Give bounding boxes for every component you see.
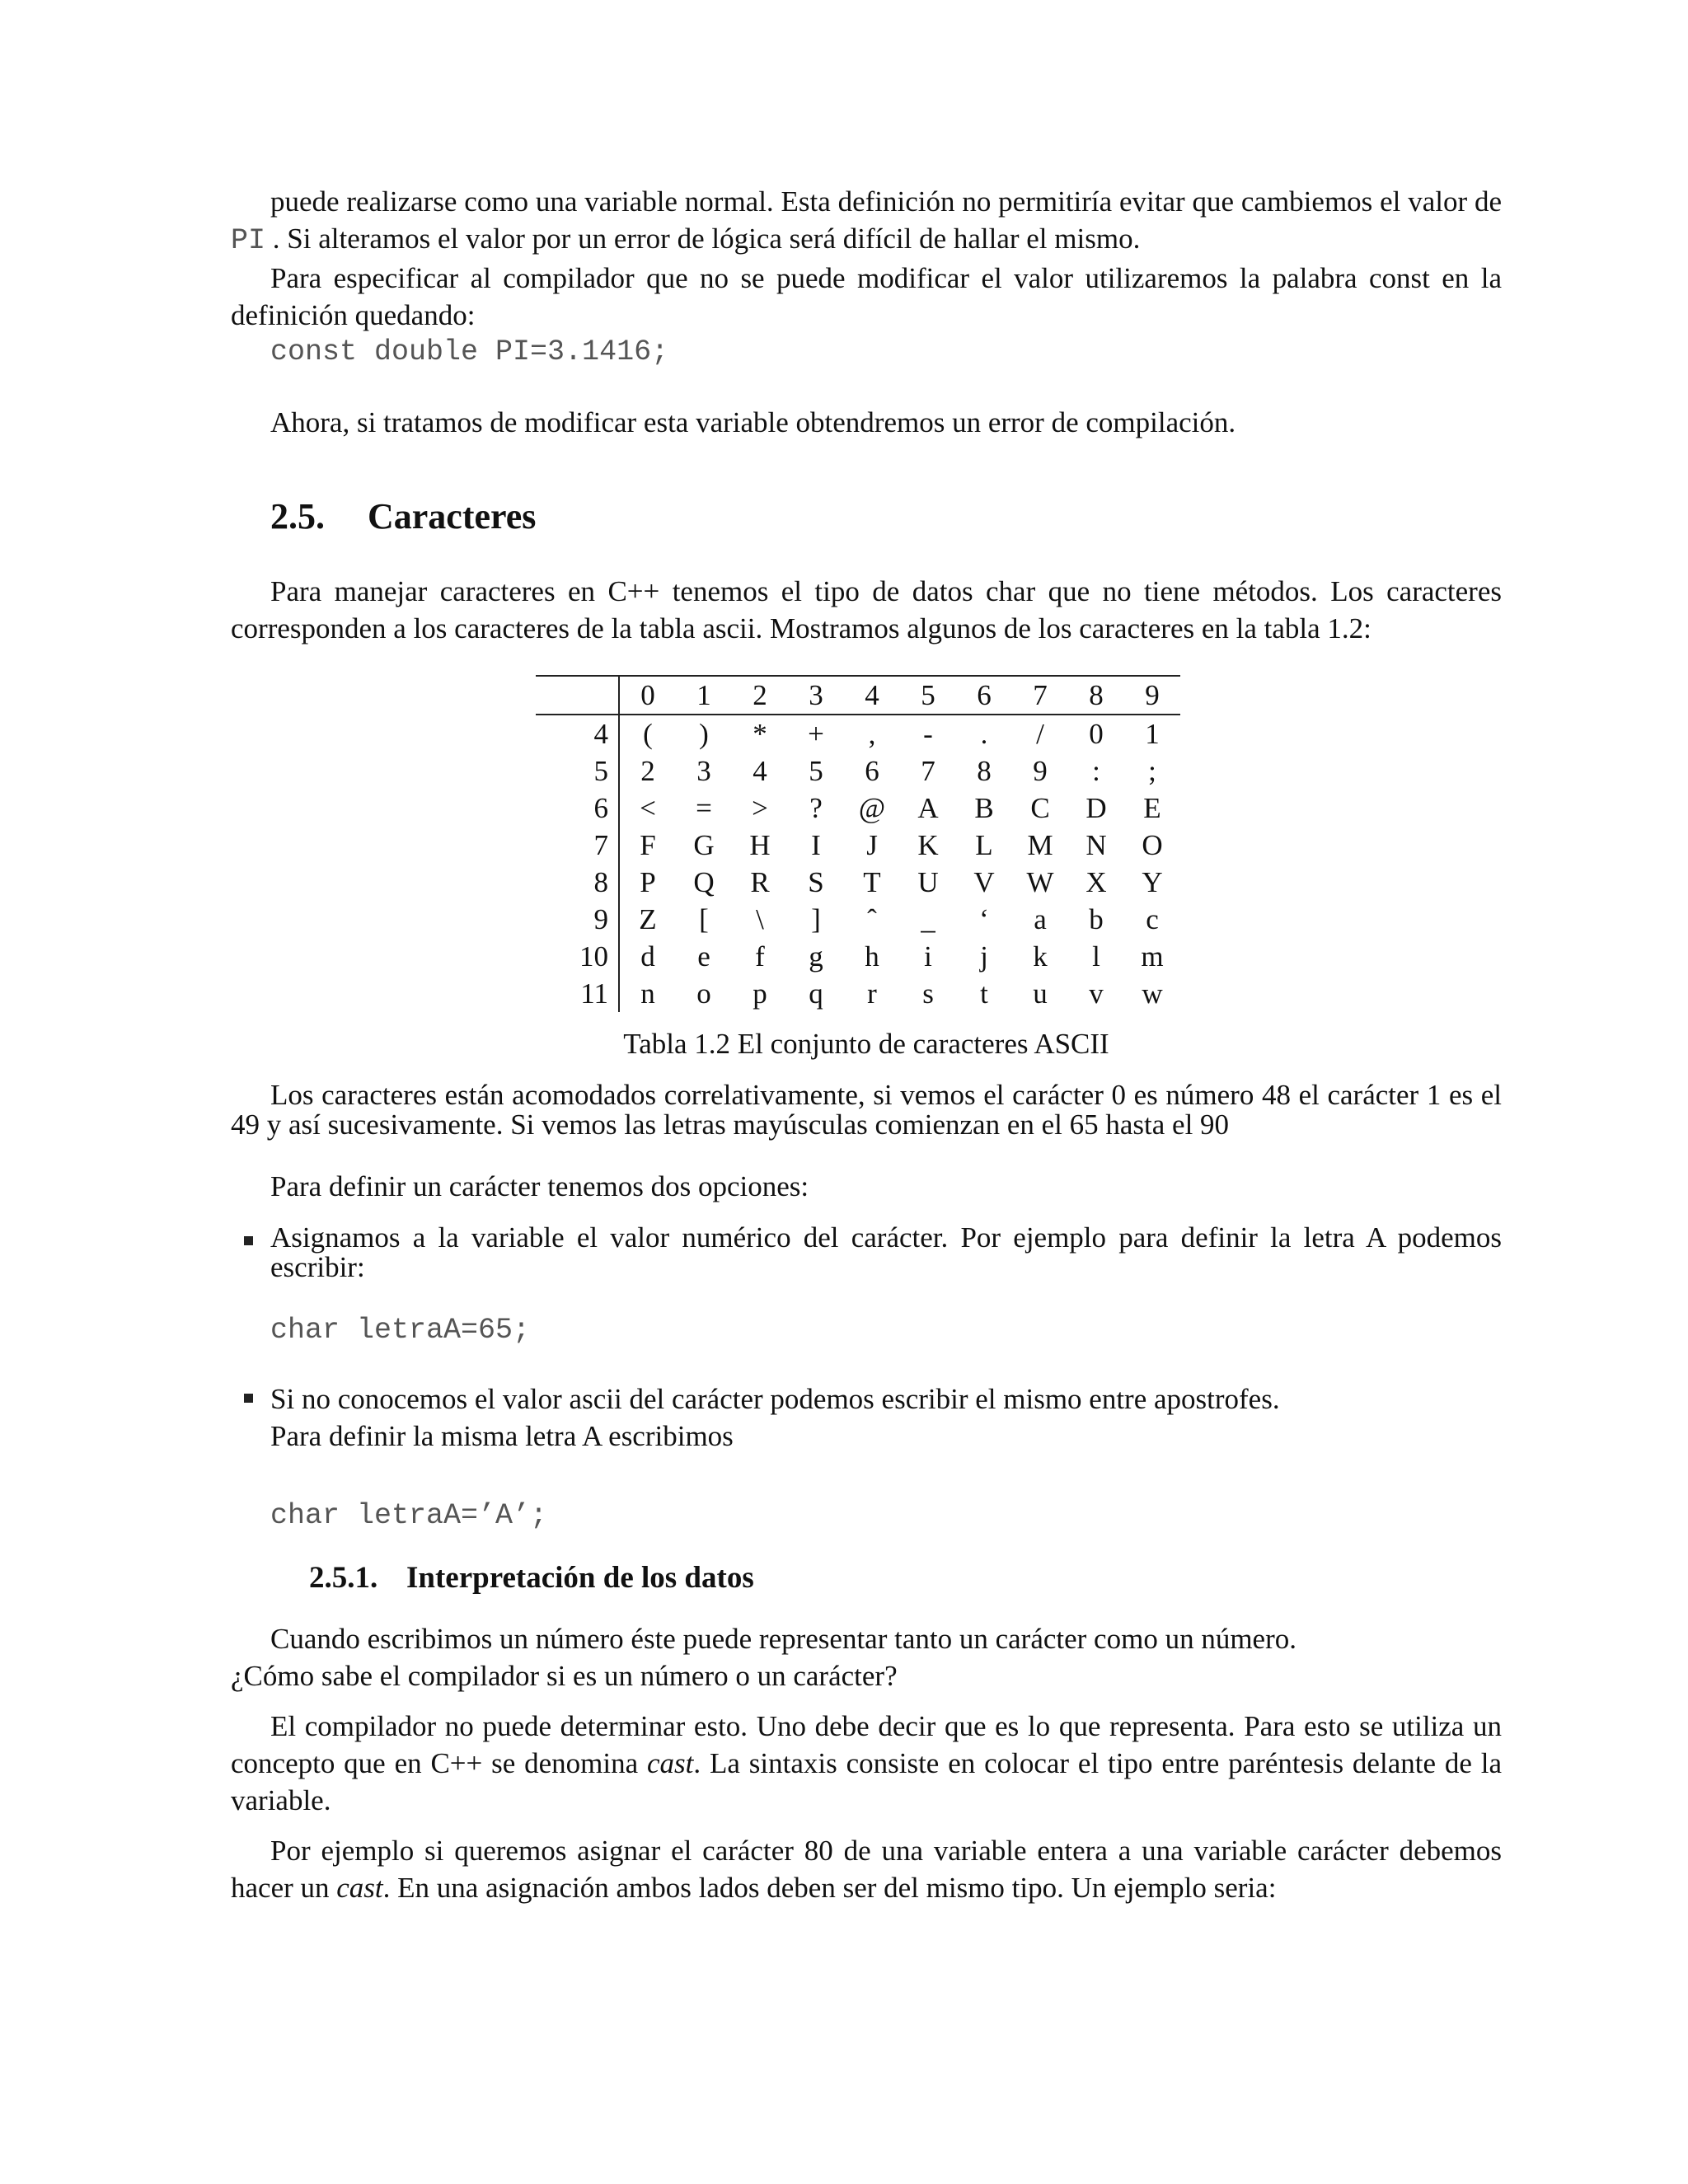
bullet-text-2b: Para definir la misma letra A escribimos (270, 1420, 734, 1452)
table-cell: 3 (696, 755, 711, 787)
section-paragraph-1: Para manejar caracteres en C++ tenemos el tipo de datos char que no tiene métodos. Los caracteres corresponden a los caracteres de la tabla ascii. Mostramos algunos de los caracteres en la tabla 1.2: (231, 575, 1502, 644)
table-cell: . (980, 718, 988, 750)
table-row (536, 864, 1180, 901)
table-row-header: 5 (536, 752, 619, 790)
table-cell: 5 (809, 755, 823, 787)
bullet-text-2a: Si no conocemos el valor ascii del carácter podemos escribir el mismo entre apostrofes. (270, 1383, 1280, 1415)
code-line-letra-char: char letraA=’A’; (270, 1499, 548, 1532)
subsection-number: 2.5.1. (309, 1561, 378, 1595)
table-cell: D (1085, 792, 1107, 824)
bullet-square-icon (244, 1394, 253, 1403)
table-cell: V (973, 866, 995, 898)
table-cell: M (1027, 829, 1053, 861)
table-column-header: 0 (619, 676, 676, 715)
table-cell: R (750, 866, 770, 898)
bullet-text-1: Asignamos a la variable el valor numérico del carácter. Por ejemplo para definir la letra A podemos escribir: (270, 1221, 1502, 1283)
table-cell: f (755, 940, 765, 972)
table-cell: j (980, 940, 988, 972)
bullet-square-icon (244, 1236, 253, 1245)
table-cell: p (753, 977, 767, 1010)
table-row-header: 7 (536, 827, 619, 864)
table-cell: ( (643, 718, 653, 750)
table-header-row (536, 676, 1180, 715)
table-cell: , (868, 718, 876, 750)
intro-paragraph-2: Para especificar al compilador que no se puede modificar el valor utilizaremos la palabra const en la definición quedando: (231, 262, 1502, 331)
code-line-letra-65: char letraA=65; (270, 1314, 531, 1347)
table-cell: k (1033, 940, 1048, 972)
table-row (536, 975, 1180, 1012)
table-cell: C (1030, 792, 1050, 824)
table-cell: 6 (865, 755, 879, 787)
table-cell: : (1092, 755, 1100, 787)
code-line-const: const double PI=3.1416; (270, 335, 669, 368)
intro-paragraph-3: Ahora, si tratamos de modificar esta variable obtendremos un error de compilación. (270, 406, 1236, 438)
table-column-header: 5 (900, 676, 956, 715)
text: . La sintaxis consiste en colocar el tipo entre paréntesis delante de la variable. (231, 1747, 1502, 1816)
table-row (536, 715, 1180, 752)
table-column-header: 1 (676, 676, 732, 715)
table-cell: W (1026, 866, 1054, 898)
table-cell: ‘ (979, 903, 989, 935)
table-cell: 1 (1145, 718, 1160, 750)
table-row (536, 790, 1180, 827)
table-cell: ˆ (867, 903, 877, 935)
table-cell: O (1142, 829, 1163, 861)
table-cell: Y (1142, 866, 1163, 898)
text: . En una asignación ambos lados deben ser del mismo tipo. Un ejemplo seria: (382, 1872, 1277, 1904)
page-content (231, 183, 1502, 1906)
table-cell: Q (693, 866, 715, 898)
after-table-paragraph-1: Los caracteres están acomodados correlativamente, si vemos el carácter 0 es número 48 el carácter 1 es el 49 y así sucesivamente. Si vemos las letras mayúsculas comienzan en el 65 hasta el 90 (231, 1079, 1502, 1141)
table-cell: > (752, 792, 768, 824)
bullet-item-1 (231, 1223, 1502, 1282)
table-cell: K (917, 829, 939, 861)
table-cell: b (1089, 903, 1104, 935)
table-cell: ; (1148, 755, 1156, 787)
table-cell: q (809, 977, 823, 1010)
table-cell: H (749, 829, 771, 861)
table-cell: n (640, 977, 655, 1010)
table-caption: Tabla 1.2 El conjunto de caracteres ASCII (623, 1028, 1109, 1060)
table-cell: X (1085, 866, 1107, 898)
table-cell: I (811, 829, 821, 861)
table-cell: u (1033, 977, 1048, 1010)
table-cell: S (808, 866, 824, 898)
table-cell: m (1141, 940, 1164, 972)
table-row (536, 827, 1180, 864)
table-cell: e (697, 940, 710, 972)
table-corner-cell (536, 676, 619, 715)
table-cell: c (1146, 903, 1159, 935)
bullet-item-2 (231, 1380, 1502, 1455)
table-column-header: 2 (732, 676, 788, 715)
table-cell: h (865, 940, 879, 972)
table-cell: \ (756, 903, 764, 935)
table-cell: o (696, 977, 711, 1010)
intro-paragraph-1 (231, 183, 1502, 260)
table-cell: _ (921, 903, 935, 935)
table-column-header: 3 (788, 676, 844, 715)
table-cell: [ (699, 903, 709, 935)
emphasis-cast: cast (647, 1747, 694, 1779)
table-cell: r (867, 977, 877, 1010)
table-cell: i (924, 940, 932, 972)
after-table-paragraph-2: Para definir un carácter tenemos dos opciones: (270, 1170, 809, 1202)
table-cell: 2 (640, 755, 655, 787)
table-cell: w (1142, 977, 1163, 1010)
subsection-paragraph-1a: Cuando escribimos un número éste puede representar tanto un carácter como un número. (270, 1623, 1296, 1655)
subsection-title: Interpretación de los datos (406, 1561, 754, 1595)
table-cell: U (917, 866, 939, 898)
table-cell: F (640, 829, 656, 861)
table-cell: < (640, 792, 656, 824)
table-row-header: 11 (536, 975, 619, 1012)
table-cell: Z (639, 903, 657, 935)
table-column-header: 8 (1068, 676, 1124, 715)
table-cell: 7 (921, 755, 935, 787)
subsection-paragraph-1b: ¿Cómo sabe el compilador si es un número o un carácter? (231, 1660, 898, 1692)
table-column-header: 9 (1124, 676, 1180, 715)
table-cell: L (975, 829, 993, 861)
table-row (536, 752, 1180, 790)
section-heading (231, 492, 1502, 541)
table-cell: 9 (1033, 755, 1048, 787)
table-row-header: 9 (536, 901, 619, 938)
table-cell: a (1034, 903, 1047, 935)
table-row (536, 938, 1180, 975)
table-cell: @ (858, 792, 886, 824)
table-cell: - (923, 718, 933, 750)
subsection-heading (309, 1558, 1502, 1599)
table-cell: d (640, 940, 655, 972)
table-cell: B (974, 792, 994, 824)
table-cell: / (1036, 718, 1044, 750)
table-cell: T (863, 866, 881, 898)
table-cell: P (640, 866, 656, 898)
table-row (536, 901, 1180, 938)
table-cell: t (980, 977, 988, 1010)
section-title: Caracteres (368, 496, 537, 537)
table-cell: g (809, 940, 823, 972)
ascii-table (536, 675, 1180, 1012)
table-cell: ] (811, 903, 821, 935)
table-row-header: 6 (536, 790, 619, 827)
table-cell: * (753, 718, 767, 750)
table-cell: 0 (1089, 718, 1104, 750)
table-cell: 8 (977, 755, 992, 787)
table-cell: 4 (753, 755, 767, 787)
table-row-header: 4 (536, 715, 619, 752)
table-cell: ) (699, 718, 709, 750)
text: puede realizarse como una variable normal. Esta definición no permitiría evitar que cambiemos el valor de (270, 185, 1502, 218)
table-cell: ? (809, 792, 823, 824)
table-cell: v (1089, 977, 1104, 1010)
table-cell: A (917, 792, 939, 824)
text: Por ejemplo si queremos asignar el carácter 80 de una variable entera a una variable carácter debemos hacer un (231, 1835, 1502, 1904)
emphasis-cast: cast (336, 1872, 383, 1904)
table-column-header: 7 (1012, 676, 1068, 715)
text: El compilador no puede determinar esto. Uno debe decir que es lo que representa. Para esto se utiliza un concepto que en C++ se denomina (231, 1710, 1502, 1779)
subsection-paragraph-3 (231, 1832, 1502, 1906)
table-cell: G (693, 829, 715, 861)
section-number: 2.5. (270, 496, 325, 537)
table-row-header: 8 (536, 864, 619, 901)
table-cell: E (1143, 792, 1161, 824)
table-cell: + (808, 718, 824, 750)
table-cell: s (922, 977, 934, 1010)
table-column-header: 6 (956, 676, 1012, 715)
inline-code-pi: PI (231, 224, 266, 257)
table-cell: = (696, 792, 712, 824)
subsection-paragraph-2 (231, 1708, 1502, 1819)
table-column-header: 4 (844, 676, 900, 715)
text: . Si alteramos el valor por un error de lógica será difícil de hallar el mismo. (265, 223, 1141, 255)
table-cell: N (1085, 829, 1107, 861)
table-cell: J (866, 829, 878, 861)
table-cell: l (1092, 940, 1100, 972)
table-row-header: 10 (536, 938, 619, 975)
